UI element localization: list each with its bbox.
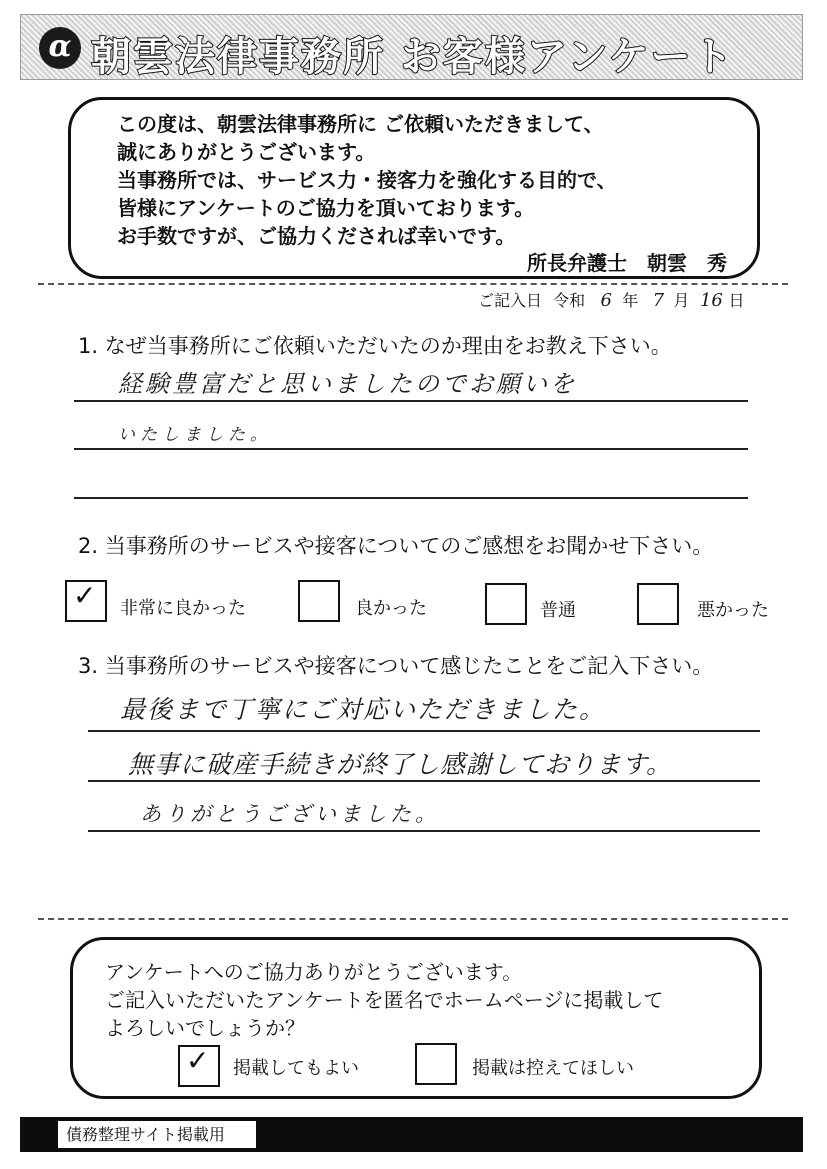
option-label-bad: 悪かった (697, 600, 769, 621)
signature: 所長弁護士 朝雲 秀 (527, 251, 727, 275)
date-day[interactable]: 16 (699, 290, 723, 311)
check-mark-icon: ✓ (186, 1044, 210, 1077)
option-label-average: 普通 (540, 600, 576, 621)
intro-line: 誠にありがとうございます。 (117, 140, 376, 164)
q3-answer-line[interactable]: ありがとうございました。 (140, 802, 440, 826)
answer-rule (74, 400, 748, 402)
entry-date (478, 288, 744, 311)
answer-rule (88, 830, 760, 832)
divider (38, 283, 788, 285)
survey-title: 朝雲法律事務所 お客様アンケート (91, 34, 735, 80)
consent-line: アンケートへのご協力ありがとうございます。 (105, 960, 523, 984)
divider (38, 918, 788, 920)
question-1: 1. なぜ当事務所にご依頼いただいたのか理由をお教え下さい。 (78, 334, 672, 358)
option-label-publish-decline: 掲載は控えてほしい (472, 1058, 634, 1079)
firm-logo-icon: α (39, 27, 81, 69)
consent-line: よろしいでしょうか？ (105, 1016, 305, 1040)
date-label: ご記入日 (478, 291, 543, 310)
intro-line: この度は、朝雲法律事務所に ご依頼いただきまして、 (117, 112, 604, 136)
answer-rule (74, 448, 748, 450)
intro-line: 皆様にアンケートのご協力を頂いております。 (117, 196, 535, 220)
date-year-unit: 年 (622, 291, 639, 310)
question-2: 2. 当事務所のサービスや接客についてのご感想をお聞かせ下さい。 (78, 534, 714, 558)
checkbox-bad[interactable] (637, 583, 679, 625)
checkbox-good[interactable] (298, 580, 340, 622)
date-month[interactable]: 7 (652, 290, 665, 311)
checkbox-average[interactable] (485, 583, 527, 625)
option-label-publish-ok: 掲載してもよい (233, 1058, 359, 1079)
intro-line: お手数ですが、ご協力くだされば幸いです。 (117, 224, 516, 248)
question-3: 3. 当事務所のサービスや接客について感じたことをご記入下さい。 (78, 654, 714, 678)
option-label-good: 良かった (355, 598, 427, 619)
header-banner (20, 14, 803, 80)
checkbox-publish-ok[interactable] (178, 1045, 220, 1087)
check-mark-icon: ✓ (73, 579, 97, 612)
option-label-very-good: 非常に良かった (120, 598, 246, 619)
consent-line: ご記入いただいたアンケートを匿名でホームページに掲載して (105, 988, 664, 1012)
answer-rule (88, 780, 760, 782)
q1-answer-line[interactable]: いたしました。 (118, 425, 272, 445)
date-month-unit: 月 (673, 291, 690, 310)
intro-line: 当事務所では、サービス力・接客力を強化する目的で、 (117, 168, 617, 192)
intro-message-box (68, 97, 760, 279)
q3-answer-line[interactable]: 最後まで丁寧にご対応いただきました。 (120, 695, 607, 724)
date-day-unit: 日 (728, 291, 745, 310)
q3-answer-line[interactable]: 無事に破産手続きが終了し感謝しております。 (128, 750, 673, 779)
footer-bar (20, 1117, 803, 1152)
checkbox-very-good[interactable] (65, 580, 107, 622)
answer-rule (88, 730, 760, 732)
checkbox-publish-decline[interactable] (415, 1043, 457, 1085)
q1-answer-line[interactable]: 経験豊富だと思いましたのでお願いを (118, 370, 577, 398)
date-year[interactable]: 6 (600, 290, 612, 311)
answer-rule (74, 497, 748, 499)
date-era: 令和 (553, 291, 586, 310)
footer-label: 債務整理サイト掲載用 (58, 1121, 256, 1148)
